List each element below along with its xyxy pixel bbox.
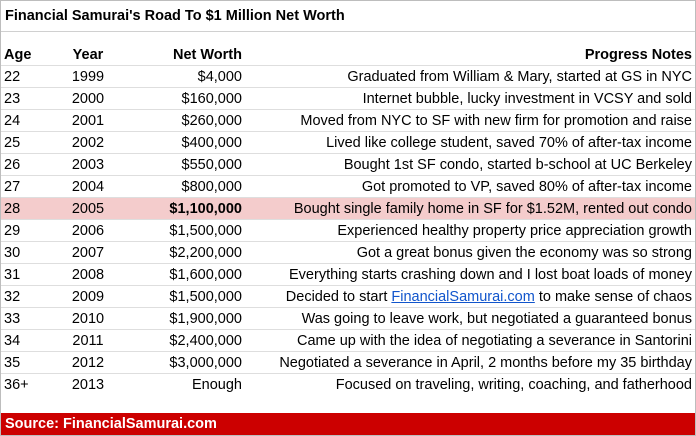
cell-notes: Experienced healthy property price appreciation growth (245, 220, 695, 242)
cell-age: 34 (1, 330, 47, 352)
header-age: Age (4, 46, 32, 63)
cell-year: 1999 (47, 66, 129, 88)
cell-age: 29 (1, 220, 47, 242)
cell-notes: Moved from NYC to SF with new firm for promotion and raise (245, 110, 695, 132)
cell-net-worth: $1,500,000 (129, 220, 245, 242)
cell-notes: Bought 1st SF condo, started b-school at UC Berkeley (245, 154, 695, 176)
cell-year: 2001 (47, 110, 129, 132)
cell-net-worth: $800,000 (129, 176, 245, 198)
table-row (1, 352, 695, 374)
cell-net-worth: $550,000 (129, 154, 245, 176)
cell-age: 31 (1, 264, 47, 286)
cell-year: 2005 (47, 198, 129, 220)
cell-age: 25 (1, 132, 47, 154)
cell-net-worth: $2,400,000 (129, 330, 245, 352)
table-row (1, 220, 695, 242)
cell-notes: Got promoted to VP, saved 80% of after-tax income (245, 176, 695, 198)
cell-age: 26 (1, 154, 47, 176)
table-row (1, 88, 695, 110)
cell-year: 2008 (47, 264, 129, 286)
header-row (1, 44, 695, 66)
cell-age: 30 (1, 242, 47, 264)
table-row (1, 330, 695, 352)
cell-notes: Bought single family home in SF for $1.52M, rented out condo (245, 198, 695, 220)
cell-age: 22 (1, 66, 47, 88)
cell-net-worth: $4,000 (129, 66, 245, 88)
cell-year: 2010 (47, 308, 129, 330)
cell-year: 2007 (47, 242, 129, 264)
notes-text-after: to make sense of chaos (534, 288, 692, 305)
cell-net-worth: $1,500,000 (129, 286, 245, 308)
cell-notes: Internet bubble, lucky investment in VCSY and sold (245, 88, 695, 110)
table-row (1, 286, 695, 308)
net-worth-table (1, 44, 695, 395)
cell-notes: Everything starts crashing down and I lost boat loads of money (245, 264, 695, 286)
table-row (1, 242, 695, 264)
header-progress-notes: Progress Notes (584, 46, 692, 63)
cell-net-worth: $1,600,000 (129, 264, 245, 286)
cell-net-worth: Enough (129, 374, 245, 396)
cell-notes: Came up with the idea of negotiating a severance in Santorini (245, 330, 695, 352)
cell-year: 2009 (47, 286, 129, 308)
cell-notes (245, 286, 695, 308)
cell-notes: Graduated from William & Mary, started at GS in NYC (245, 66, 695, 88)
table-row (1, 132, 695, 154)
cell-age: 24 (1, 110, 47, 132)
cell-notes: Got a great bonus given the economy was so strong (245, 242, 695, 264)
sheet-title: Financial Samurai's Road To $1 Million Net Worth (1, 1, 695, 32)
highlighted-table-row (1, 198, 695, 220)
cell-year: 2013 (47, 374, 129, 396)
cell-age: 35 (1, 352, 47, 374)
cell-age: 28 (1, 198, 47, 220)
cell-year: 2012 (47, 352, 129, 374)
spacer-row (1, 32, 695, 44)
table-row (1, 66, 695, 88)
cell-year: 2000 (47, 88, 129, 110)
cell-year: 2004 (47, 176, 129, 198)
cell-notes: Lived like college student, saved 70% of after-tax income (245, 132, 695, 154)
cell-year: 2002 (47, 132, 129, 154)
cell-year: 2003 (47, 154, 129, 176)
cell-age: 27 (1, 176, 47, 198)
cell-net-worth: $2,200,000 (129, 242, 245, 264)
cell-age: 36+ (1, 374, 47, 396)
notes-text-before: Decided to start (285, 288, 392, 305)
cell-age: 32 (1, 286, 47, 308)
source-banner: Source: FinancialSamurai.com (1, 413, 695, 435)
financialsamurai-link[interactable]: FinancialSamurai.com (391, 288, 535, 305)
table-row (1, 264, 695, 286)
table-row (1, 154, 695, 176)
table-row (1, 308, 695, 330)
cell-year: 2011 (47, 330, 129, 352)
header-net-worth: Net Worth (172, 46, 242, 63)
cell-notes: Negotiated a severance in April, 2 months before my 35 birthday (245, 352, 695, 374)
cell-net-worth: $1,900,000 (129, 308, 245, 330)
cell-net-worth: $400,000 (129, 132, 245, 154)
cell-net-worth: $3,000,000 (129, 352, 245, 374)
cell-notes: Focused on traveling, writing, coaching, and fatherhood (245, 374, 695, 396)
table-row (1, 176, 695, 198)
cell-year: 2006 (47, 220, 129, 242)
header-year: Year (72, 46, 104, 63)
cell-net-worth: $160,000 (129, 88, 245, 110)
cell-age: 23 (1, 88, 47, 110)
cell-net-worth: $260,000 (129, 110, 245, 132)
table-row (1, 110, 695, 132)
cell-net-worth: $1,100,000 (129, 198, 245, 220)
cell-notes: Was going to leave work, but negotiated a guaranteed bonus (245, 308, 695, 330)
cell-age: 33 (1, 308, 47, 330)
table-row (1, 374, 695, 396)
